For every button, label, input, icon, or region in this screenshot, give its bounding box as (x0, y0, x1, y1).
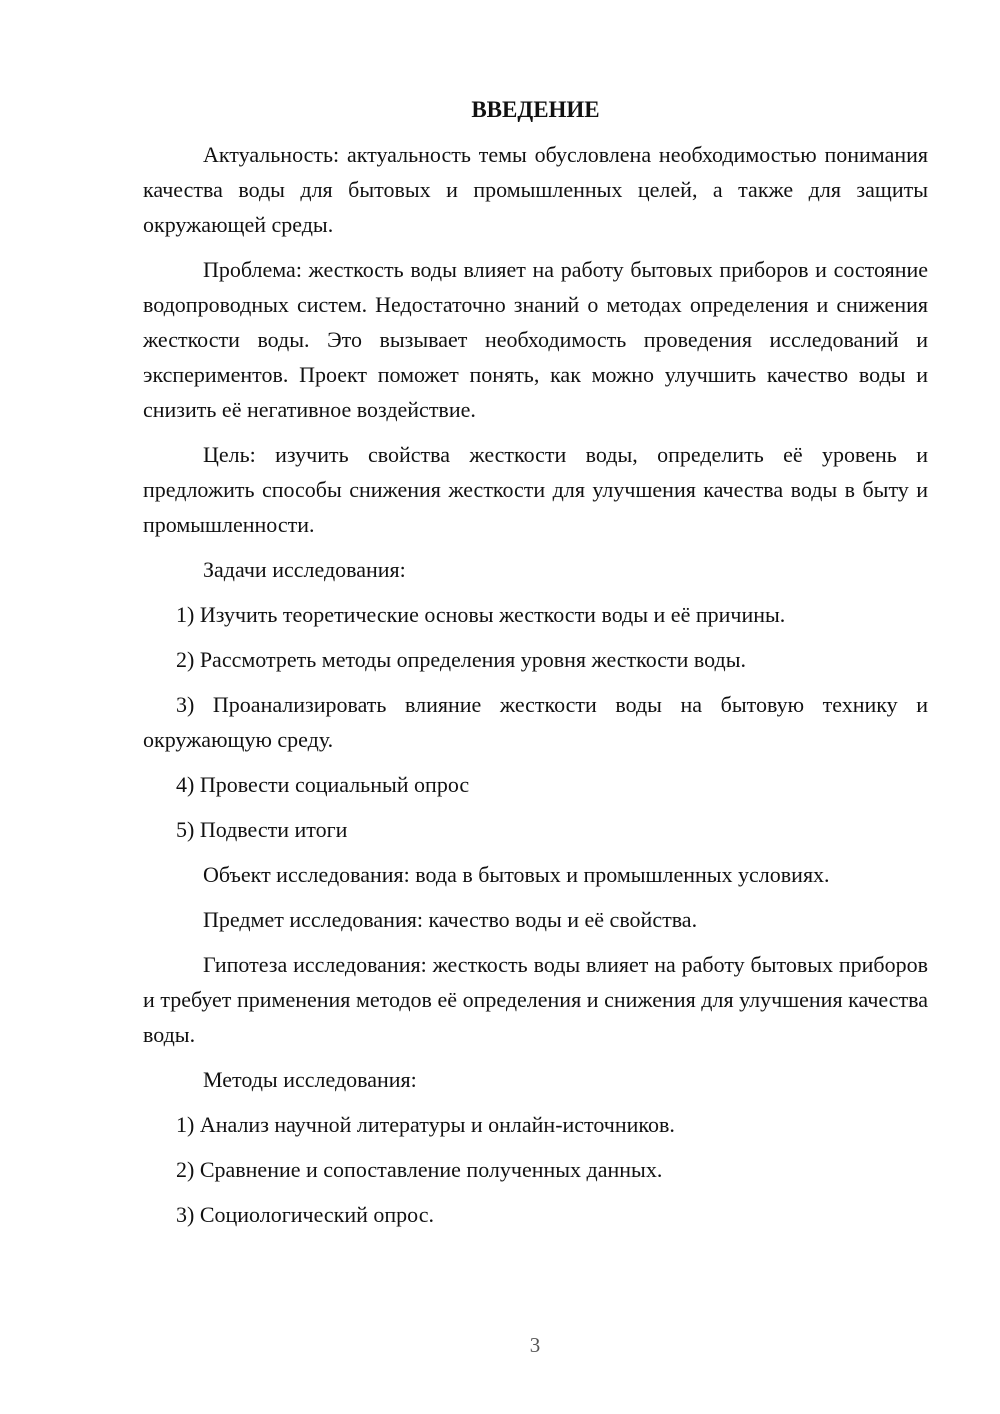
task-item: 3) Проанализировать влияние жесткости воды на бытовую технику и окружающую среду. (143, 692, 928, 752)
task-item: 1) Изучить теоретические основы жесткости воды и её причины. (176, 602, 786, 627)
page-number: 3 (529, 1333, 541, 1357)
goal-paragraph: Цель: изучить свойства жесткости воды, определить её уровень и предложить способы снижения жесткости для улучшения качества воды в быту и промышленности. (143, 442, 928, 537)
method-item: 3) Социологический опрос. (176, 1202, 434, 1227)
methods-heading: Методы исследования: (203, 1067, 417, 1092)
task-item: 4) Провести социальный опрос (176, 772, 470, 797)
tasks-heading: Задачи исследования: (203, 557, 406, 582)
object-paragraph: Объект исследования: вода в бытовых и промышленных условиях. (203, 862, 830, 887)
task-item: 2) Рассмотреть методы определения уровня жесткости воды. (176, 647, 746, 672)
relevance-paragraph: Актуальность: актуальность темы обусловлена необходимостью понимания качества воды для бытовых и промышленных целей, а также для защиты окружающей среды. (143, 142, 928, 237)
problem-paragraph: Проблема: жесткость воды влияет на работу бытовых приборов и состояние водопроводных систем. Недостаточно знаний о методах определения и снижения жесткости воды. Это вызывает необходимость проведения исследований и экспериментов. Проект поможет понять, как можно улучшить качество воды и снизить её негативное воздействие. (143, 257, 928, 422)
page-title: ВВЕДЕНИЕ (471, 97, 600, 122)
document-page (143, 92, 928, 1242)
subject-paragraph: Предмет исследования: качество воды и её свойства. (203, 907, 698, 932)
method-item: 2) Сравнение и сопоставление полученных данных. (176, 1157, 663, 1182)
task-item: 5) Подвести итоги (176, 817, 348, 842)
hypothesis-paragraph: Гипотеза исследования: жесткость воды влияет на работу бытовых приборов и требует применения методов её определения и снижения для улучшения качества воды. (143, 952, 928, 1047)
method-item: 1) Анализ научной литературы и онлайн-источников. (176, 1112, 675, 1137)
